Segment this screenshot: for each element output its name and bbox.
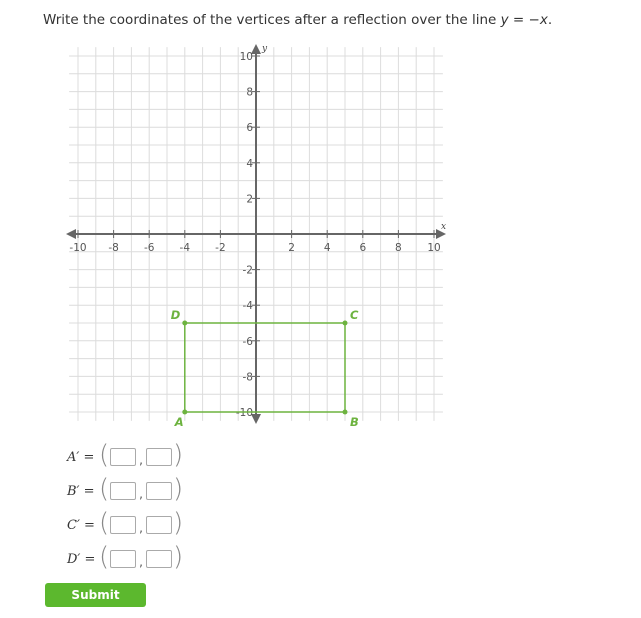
x-axis-arrow-left-icon [66,229,76,239]
open-paren: ( [99,542,110,572]
y-tick-label: 8 [246,86,253,99]
answer-y-input[interactable] [146,448,172,466]
y-tick-label: -10 [235,407,253,419]
question-equals: = − [508,12,540,28]
answer-y-input[interactable] [146,482,172,500]
vertex-label-c: C [350,308,359,322]
open-paren: ( [99,440,110,470]
x-tick-label: 6 [359,242,367,254]
y-tick-label: 2 [246,193,253,206]
y-tick-label: 6 [246,122,253,135]
rectangle-abcd [171,308,359,429]
answer-list [67,440,183,576]
y-tick-label: -4 [242,300,253,313]
comma: , [139,555,143,569]
x-tick-label: 2 [288,242,295,254]
comma: , [139,521,143,535]
y-tick-label: -6 [242,335,253,348]
open-paren: ( [99,508,110,538]
answer-x-input[interactable] [110,448,136,466]
x-tick-label: -6 [143,242,155,254]
y-tick-label: 10 [239,51,253,63]
vertex-label-d: D [170,308,181,322]
close-paren: ) [172,440,184,470]
answer-row [67,508,183,542]
y-axis-name: y [262,44,268,54]
vertex-point-b [343,410,348,415]
axes [66,44,446,424]
rectangle-outline [185,323,345,412]
comma: , [139,487,143,501]
question-prefix: Write the coordinates of the vertices after a reflection over the line [43,12,501,28]
x-tick-label: 10 [427,242,441,254]
question-suffix: . [547,12,553,28]
x-tick-label: -2 [215,242,226,254]
close-paren: ) [172,542,184,572]
y-tick-label: -8 [242,371,253,384]
submit-button[interactable]: Submit [45,583,146,607]
vertex-point-c [343,321,348,326]
answer-row [67,474,183,508]
comma: , [139,453,143,467]
y-tick-label: -2 [242,264,253,277]
answer-y-input[interactable] [146,516,172,534]
answer-y-input[interactable] [146,550,172,568]
question-var-x: x [539,12,548,28]
answer-x-input[interactable] [110,516,136,534]
x-tick-label: -8 [108,242,119,254]
vertex-label-b: B [350,415,359,429]
vertex-point-d [182,321,187,326]
x-tick-label: -4 [179,242,191,254]
vertex-label-a: A [174,415,184,429]
answer-x-input[interactable] [110,482,136,500]
x-tick-label: 8 [395,242,402,254]
open-paren: ( [99,474,110,504]
x-tick-label: 4 [323,242,331,254]
answer-row [67,440,183,474]
close-paren: ) [172,474,184,504]
close-paren: ) [172,508,184,538]
y-tick-label: 4 [246,157,253,170]
vertex-point-a [182,410,187,415]
answer-row [67,542,183,576]
answer-label: B′ = [67,483,95,499]
x-axis-name: x [441,222,447,232]
question-var-y: y [500,12,509,28]
answer-label: D′ = [67,551,96,567]
answer-x-input[interactable] [110,550,136,568]
answer-label: A′ = [67,449,95,465]
answer-label: C′ = [67,517,95,533]
x-tick-label: -10 [69,242,87,254]
